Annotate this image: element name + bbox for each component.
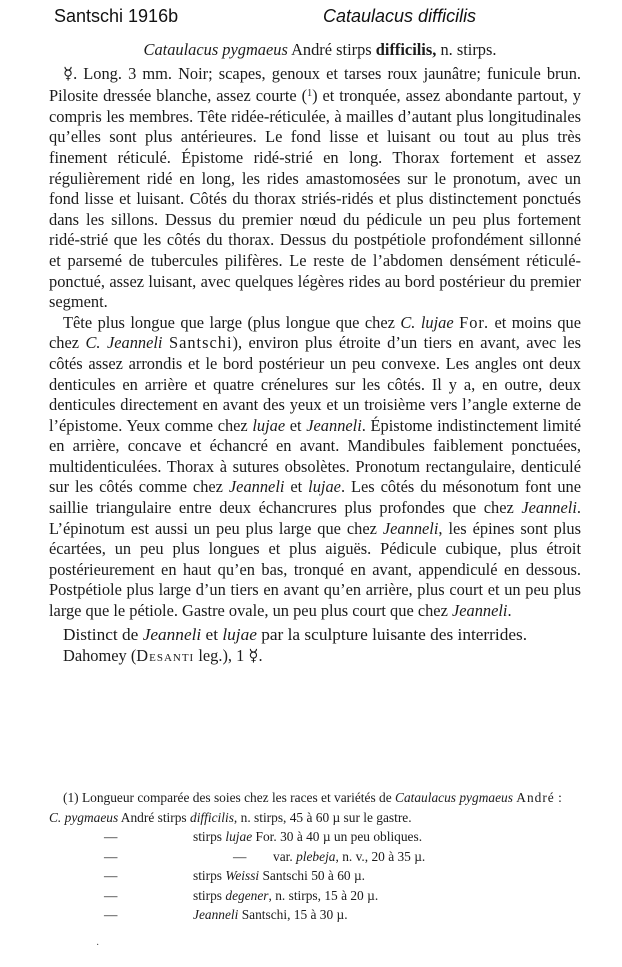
footnote-row [49, 866, 589, 886]
heading-name: difficilis, [375, 40, 437, 59]
footnote-row [49, 827, 589, 847]
row-rank: stirps [157, 809, 187, 825]
footnote-row [49, 808, 589, 828]
ditto-dash: — [104, 848, 118, 864]
fn-author: André [516, 790, 555, 805]
p2-taxon: Jeanneli [228, 477, 285, 497]
row-rank: stirps [193, 829, 223, 844]
fn-text: : [554, 790, 562, 805]
row-rest: , n. stirps, 15 à 20 µ. [268, 887, 379, 903]
loc-text: Dahomey ( [63, 645, 137, 665]
diag-text: par la sculpture luisante des interrides. [256, 624, 528, 644]
p1-text-b: ) et tronquée, assez abondante partout, y compris les membres. Tête ridée-réticulée, à mailles d’autant plus longitudinales qu’elles sont plus antérieures. Le fond lisse et luisant ou tout au plus très finement réticulé. Épistome ridé-strié en long. Thorax fortement et assez régulièrement ridé en long, les rides amastomosées sur le pronotum, avec un fond lisse et luisant. Côtés du thorax striés-ridés et plus distinctement ponctués dans les sillons. Dessus du premier nœud du pédicule un peu plus fortement ridé-strié que les côtés du thorax. Dessus du postpétiole profondément sillonné et parsemé de tubercules pilifères. Le reste de l’abdomen densément réticulé-ponctué, assez luisant, avec quelques légères rides au bord postérieur du premier segment. [49, 86, 581, 312]
fn-text: (1) Longueur comparée des soies chez les races et variétés de [63, 790, 396, 805]
heading-species: Cataulacus pygmaeus [143, 40, 288, 59]
header-taxon: Cataulacus difficilis [323, 6, 477, 26]
footnote [49, 788, 589, 925]
worker-symbol: ☿ [248, 645, 259, 665]
p2-taxon: C. lujae [400, 312, 454, 332]
heading-rank: stirps [336, 40, 372, 59]
diagnosis-line [49, 624, 581, 646]
row-rest: For. 30 à 40 µ un peu obliques. [252, 829, 423, 844]
footnote-row [49, 847, 589, 867]
p2-taxon: Jeanneli [521, 498, 577, 518]
description-paragraph-1 [49, 64, 581, 313]
footnote-row [49, 905, 589, 925]
p1-text-a: . Long. 3 mm. Noir; scapes, genoux et tarses roux jaunâtre; funicule brun. Pilosite dressée blanche, assez courte ( [49, 63, 581, 106]
p2-text: . L’épinotum est aussi un peu plus large que chez [49, 498, 581, 538]
diag-text: Distinct de [63, 624, 143, 644]
row-rest: , n. v., 20 à 35 µ. [335, 848, 426, 864]
p2-taxon: Jeanneli [382, 518, 439, 538]
worker-symbol: ☿ [63, 63, 74, 83]
p2-taxon: C. Jeanneli [85, 333, 163, 353]
row-rank: var. [273, 848, 293, 864]
p2-text: . Les côtés du mésonotum font une saillie triangulaire entre deux échancrures plus profondes que chez [49, 477, 581, 518]
fn-taxon: Cataulacus pygmaeus [395, 790, 513, 805]
row-name: difficilis [190, 809, 234, 825]
collector-name: Desanti [136, 645, 195, 665]
article-body [49, 40, 581, 666]
ditto-dash: — [104, 907, 118, 922]
footnote-header [49, 788, 589, 808]
ditto-dash: — [104, 887, 118, 903]
row-name: Weissi [225, 868, 260, 883]
scan-speck: · [96, 940, 100, 951]
diag-taxon: lujae [222, 624, 257, 644]
p2-text: et [285, 415, 307, 435]
p2-text: et [284, 477, 309, 497]
ditto-dash: — [104, 829, 118, 844]
heading-status: n. stirps. [440, 40, 497, 59]
footnote-ref: 1 [307, 88, 313, 100]
ditto-dash: — [233, 848, 247, 864]
row-name: plebeja [296, 848, 336, 864]
diag-text: et [201, 624, 223, 644]
row-rank: stirps [193, 887, 223, 903]
ditto-dash: — [104, 868, 118, 883]
description-paragraph-2 [49, 313, 581, 622]
header-citation: Santschi 1916b [54, 6, 179, 26]
row-rest: Santschi, 15 à 30 µ. [238, 907, 348, 922]
p2-taxon: lujae [252, 415, 286, 435]
p2-taxon: lujae [308, 477, 341, 497]
p2-author: Santschi [168, 333, 233, 353]
p2-text: . [507, 601, 512, 621]
row-rank: stirps [193, 868, 223, 883]
row-name: Jeanneli [193, 907, 239, 922]
p2-taxon: Jeanneli [451, 601, 508, 621]
heading-author: André [291, 40, 333, 59]
p2-text: , les épines sont plus écartées, un peu plus longues et plus aiguës. Pédicule cubique, plus étroit postérieurement en haut qu’en bas, tronqué en avant, appendiculé en dessous. Postpétiole plus large d’un tiers en avant qu’en arrière, plus court et un peu plus large que le pétiole. Gastre ovale, un peu plus court que chez [49, 518, 581, 621]
taxon-heading [49, 40, 581, 61]
p2-taxon: Jeanneli [306, 415, 362, 435]
p2-text: . Épistome indistinctement limité en arrière, concave et échancré en avant. Mandibules faiblement ponctuées, multidenticulées. Thorax à sutures obsolètes. Pronotum rectangulaire, denticulé sur les côtés comme chez [49, 415, 581, 497]
row-rest: Santschi 50 à 60 µ. [259, 868, 366, 883]
row-rest: , n. stirps, 45 à 60 µ sur le gastre. [233, 809, 412, 825]
p2-author: For. [459, 312, 490, 332]
p2-text: ), environ plus étroite d’un tiers en avant, avec les côtés assez arrondis et le bord postérieur un peu convexe. Les angles ont deux denticules en arrière et quatre crénelures sur les côtés. Il y a, en outre, deux denticules directement en avant des yeux et un troisième vers l’angle externe de l’épistome. Yeux comme chez [49, 333, 581, 435]
locality-line [49, 646, 581, 667]
loc-text: leg.), 1 [194, 645, 249, 665]
footnote-row [49, 886, 589, 906]
p2-text: et moins que chez [49, 312, 581, 353]
loc-text: . [258, 645, 263, 665]
row-name: degener [225, 887, 269, 903]
row-name: lujae [225, 829, 253, 844]
p2-text: Tête plus longue que large (plus longue que chez [63, 312, 401, 332]
row-lead: C. pygmaeus [49, 809, 119, 825]
row-author: André [120, 809, 155, 825]
diag-taxon: Jeanneli [142, 624, 202, 644]
